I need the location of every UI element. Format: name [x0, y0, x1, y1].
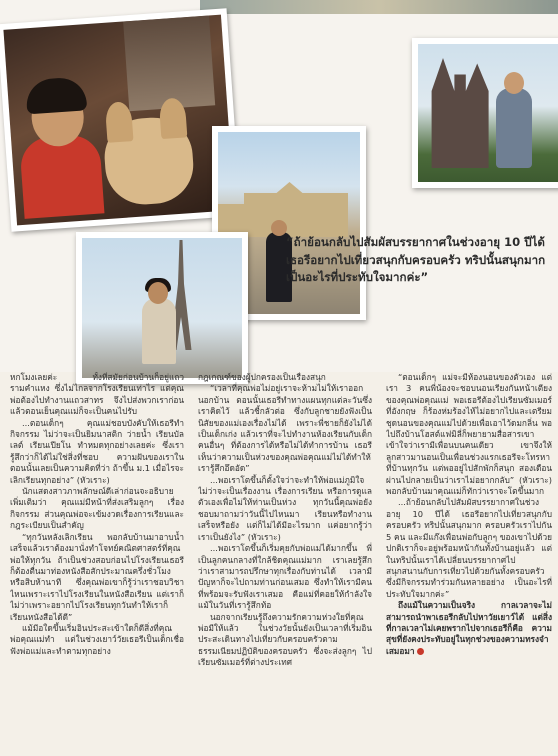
paragraph: นักแสดงสาวภาพลักษณ์ดีเล่าก่อนจะอธิบายเพิ่มเติมว่า คุณแม่มีหน้าที่ส่งเสริมลูกๆ เรื่องกิจกรรม ส่วนคุณพ่อจะเข้มงวดเรื่องการเรียนและกฎระเบียบเป็นสำคัญ [10, 486, 184, 531]
paragraph: “ทุกวันหลังเลิกเรียน พอกลับบ้านมาอาบน้ำเสร็จแล้วเราต้องมานั่งทำโจทย์คณิตศาสตร์ที่คุณพ่อให้ทุกวัน ถ้าเป็นช่วงสอบก่อนไปโรงเรียนเธอรีก็ต้องตื่นมาท่องหนังสือสักประมาณครึ่งชั่วโมงหรือสิบห้านาที ซึ่งคุณพ่อเขาก็รู้ว่าเราชอบวิชาไหนเพราะเราไปโรงเรียนในหนังสือเรียน แต่เราก็ไม่ว่าเพราะอยากไปโรงเรียนทุกวันทำให้เราก็เรียนหนังสือได้ดี” [10, 531, 184, 622]
paragraph: กฎเกณฑ์ของผู้ปกครองเป็นเรื่องสนุก [198, 372, 326, 382]
article-body [0, 372, 558, 756]
end-mark-icon [417, 648, 424, 655]
paragraph: ...ถ้าย้อนกลับไปสัมผัสบรรยากาศในช่วงอายุ 10 ปีได้ เธอรีอยากไปเที่ยวสนุกกับครอบครัว ทริปนั้นสนุกมาก ครอบครัวเราไปกัน 5 คน และมีแก๊งเพื่อนพ่อกับลูกๆ ของเขาไปด้วย ปกติเราก็จะอยู่พร้อมหน้ากันทั้งบ้านอยู่แล้ว แต่ในทริปนั้นเราได้เปลี่ยนบรรยากาศไปสนุกสนานกับการเที่ยวไปด้วยกันทั้งครอบครัว ซึ่งมีกิจกรรมทำร่วมกันหลายอย่าง เป็นอะไรที่ประทับใจมากค่ะ” [386, 497, 552, 599]
closing-paragraph [386, 600, 552, 657]
paragraph: ...พอเราโตขึ้นก็ตั้งใจว่าจะทำให้พ่อแม่ภูมิใจ ไม่ว่าจะเป็นเรื่องงาน เรื่องการเรียน หรือการดูแลตัวเองเพื่อไม่ให้ท่านเป็นห่วง ทุกวันนี้คุณพ่อยังชอบมาถามว่าวันนี้ไปไหนมา เรียนหรือทำงานเสร็จหรือยัง แต่ก็ไม่ได้มีอะไรมาก แค่อยากรู้ว่าเราเป็นยังไง” (หัวเราะ) [198, 474, 372, 542]
top-stripe [200, 0, 558, 14]
article-column-1 [10, 372, 184, 756]
paragraph: แม้มีอใดขึ้นเริ่มอินประสะเข้าใดก็ดีสิ่งที่คุณพ่อคุณแม่ทำ แต่ในช่วงเยาว์วัยเธอรีเป็นเด็กเชื่อฟังพ่อแม่และทำตามทุกอย่าง [10, 622, 184, 656]
cathedral-photo [412, 38, 558, 188]
closing-text: ถึงแม้ในความเป็นจริง กาลเวลาจะไม่สามารถนำพาเธอรีกลับไปหาวัยเยาว์ได้ แต่สิ่งที่กาลเวลาไม่เคยพรากไปจากเธอรีก็คือ ความสุขที่ยังคงประทับอยู่ในทุกช่วงของความทรงจำเสมอมา [386, 600, 552, 656]
article-column-2 [198, 372, 372, 756]
pull-quote: “ถ้าย้อนกลับไปสัมผัสบรรยากาศในช่วงอายุ 10 ปีได้ เธอรีอยากไปเที่ยวสนุกกับครอบครัว ทริปนั้นสนุกมากเป็นอะไรที่ประทับใจมากค่ะ” [286, 235, 546, 284]
paragraph: “เวลาที่คุณพ่อไม่อยู่เราจะห้ามไม่ให้เราออกนอกบ้าน ตอนนั้นเธอรีทำทางแผนทุกแต่ละวันซึ่งเราคิดไว้ แล้วชี้กลัวต่อ ซึ่งกับลูกชายยังฟังเป็นนิสัยของแม่เองเรื่องไม่ได้ เพราะพี่ชายก็ยังไม่ได้เป็นเด็กเก่ง แล้วเราที่จะไปทำงานห้องเรียนกับเด็กคนอื่นๆ ที่ต้องการได้หรือไม่ได้ทำการบ้าน เธอรีเห็นว่าความเป็นห่วงของคุณพ่อคุณแม่ไม่ได้ทำให้เรารู้สึกอึดอัด” [198, 383, 372, 474]
paragraph: นอกจากเรียนรู้ถึงความรักความห่วงใยที่คุณพ่อมีให้แล้ว ในช่วงวัยนั้นยังเป็นเวลาที่เริ่มอินประสะเดินทางไปเที่ยวกับครอบครัวตามธรรมเนียมปฏิบัติของครอบครัว ซึ่งจะส่งลูกๆ ไปเรียนซัมเมอร์ที่ต่างประเทศ [198, 611, 372, 668]
paragraph: หกโมงเลยค่ะ ทั้งที่สมัยก่อนบ้านก็อยู่แถวรามคำแหง ซึ่งไม่ไกลจากโรงเรียนเท่าไร แต่คุณพ่อต้องไปทำงานแถวสาทร จึงไปส่งพวกเราก่อน แล้วตอนเย็นคุณแม่ก็จะเป็นคนไปรับ [10, 372, 184, 417]
article-column-3 [386, 372, 552, 756]
paragraph: ...ตอนเด็กๆ คุณแม่ชอบบังคับให้เธอรีทำกิจกรรม ไม่ว่าจะเป็นยิมนาสติก ว่ายน้ำ เรียนบัลเลต์ เรียนเปียโน ทำหมดทุกอย่างเลยค่ะ ซึ่งเรารู้สึกว่าก็ได้ไม่ใช่สิ่งที่ชอบ ความฝันของเราในตอนนั้นเลยเป็นความคิดที่ว่า ถ้าขึ้น ม.1 เมื่อไรจะเลิกเรียนทุกอย่าง” (หัวเราะ) [10, 417, 184, 485]
child-with-toy-dog-photo [0, 8, 241, 232]
paragraph: ...พอเราโตขึ้นก็เริ่มคุยกับพ่อแม่ได้มากขึ้น พี่เป็นลูกคนกลางที่ใกล้ชิดคุณแม่มาก เราเลยรู้สึกว่าเราสามารถปรึกษาทุกเรื่องกับท่านได้ เวลามีปัญหาก็จะไปถามท่านก่อนเสมอ ซึ่งทำให้เรามีคนที่พร้อมจะรับฟังเราเสมอ คือแม่ที่คอยให้กำลังใจแม้ในวันที่เรารู้สึกท้อ [198, 543, 372, 611]
eiffel-tower-photo [76, 232, 248, 384]
paragraph: “ตอนเด็กๆ แม่จะมีห้องนอนของตัวเอง แต่เรา 3 คนพี่น้องจะชอบนอนเรียงกันหน้าเตียงของคุณพ่อคุณแม่ พอเธอรีต้องไปเรียนซัมเมอร์ที่อังกฤษ ก็ร้องห่มร้องไห้ไม่อยากไปและเตรียมชุดนอนของคุณแม่ไปด้วยเพื่อเอาไว้ดมกลิ่น พอไปถึงบ้านโฮสต์แฟมิลี่ก็พยายามสื่อสารเขาเข้าใจว่าเรามีเพื่อนบนคนเดียว เขาจึงให้ลูกสาวมานอนเป็นเพื่อนช่วงแรกเธอรีจะโทรหาที่บ้านทุกวัน แต่พออยู่ไปสักพักก็สนุก สองเดือนผ่านไปกลายเป็นว่าเราไม่อยากกลับ” (หัวเราะ) พอกลับบ้านมาคุณแม่ก็ทักว่าเราจะโตขึ้นมาก [386, 372, 552, 497]
